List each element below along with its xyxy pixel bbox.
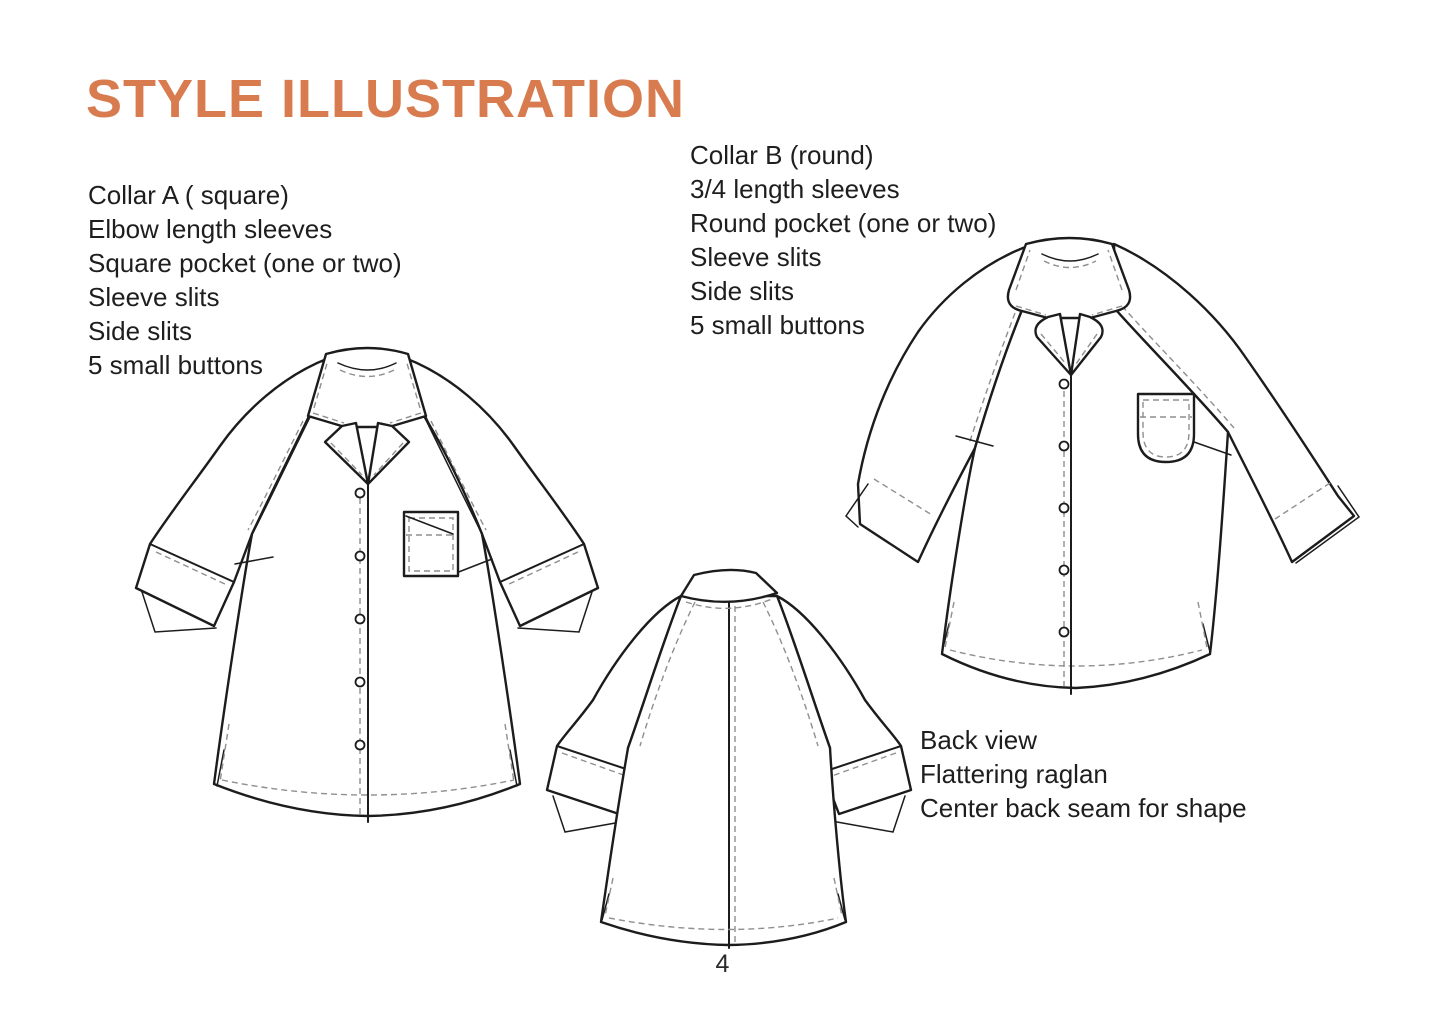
note-line: 5 small buttons: [88, 350, 263, 380]
shirt-front-collar-a-illustration: [132, 336, 602, 828]
round-pocket: [1138, 394, 1194, 462]
note-line: Square pocket (one or two): [88, 248, 402, 278]
note-line: Back view: [920, 725, 1038, 755]
button: [356, 552, 365, 561]
page-title: STYLE ILLUSTRATION: [86, 69, 685, 129]
button: [356, 615, 365, 624]
note-line: Side slits: [690, 276, 795, 306]
shirt-back-view-illustration: [545, 550, 965, 962]
note-line: Collar B (round): [690, 140, 874, 170]
note-line: Center back seam for shape: [920, 793, 1247, 823]
button: [356, 741, 365, 750]
back-view-notes: [920, 723, 1247, 825]
note-line: Sleeve slits: [690, 242, 822, 272]
note-line: Sleeve slits: [88, 282, 220, 312]
square-pocket: [404, 512, 458, 576]
round-collar: [1008, 238, 1130, 318]
button: [1060, 442, 1069, 451]
button: [356, 678, 365, 687]
note-line: 3/4 length sleeves: [690, 174, 900, 204]
note-line: Flattering raglan: [920, 759, 1108, 789]
page-number: 4: [715, 950, 730, 978]
button: [1060, 628, 1069, 637]
note-line: Elbow length sleeves: [88, 214, 333, 244]
button: [1060, 504, 1069, 513]
button: [356, 489, 365, 498]
button: [1060, 566, 1069, 575]
square-collar: [308, 348, 426, 427]
note-line: 5 small buttons: [690, 310, 865, 340]
note-line: Round pocket (one or two): [690, 208, 997, 238]
button: [1060, 380, 1069, 389]
note-line: Collar A ( square): [88, 180, 289, 210]
note-line: Side slits: [88, 316, 193, 346]
